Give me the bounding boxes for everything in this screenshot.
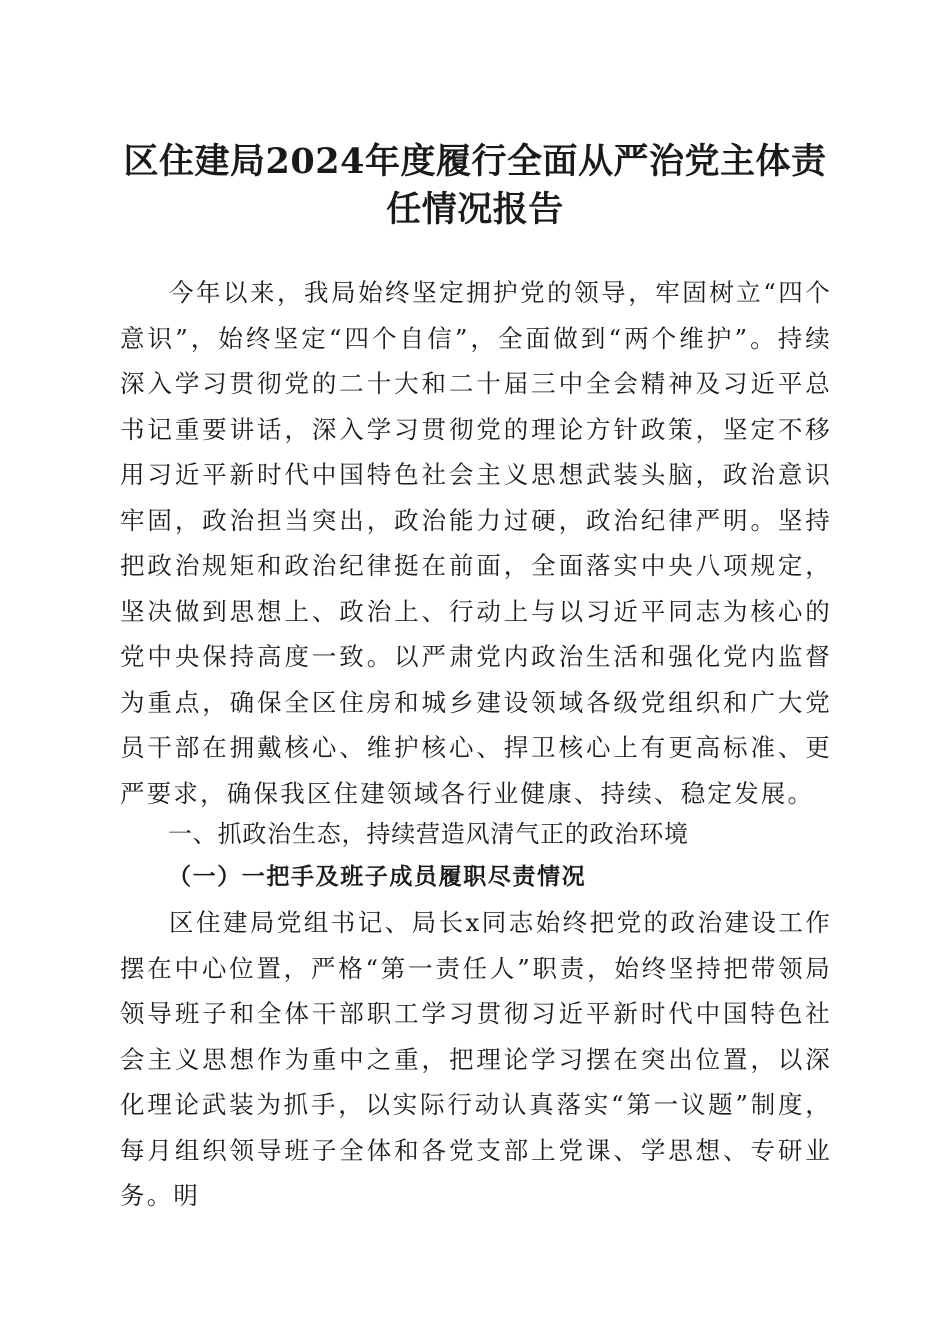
document-title-line-2: 任情况报告 [386,189,564,230]
section-heading-1: 一、抓政治生态，持续营造风清气正的政治环境 [168,820,689,848]
section-paragraph: 区住建局党组书记、局长x同志始终把党的政治建设工作摆在中心位置，严格“第一责任人”职责，始终坚持把带领局领导班子和全体干部职工学习贯彻习近平新时代中国特色社会主义思想作为重中之重，把理论学习摆在突出位置，以深化理论武装为抓手，以实际行动认真落实“第一议题”制度，每月组织领导班子全体和各党支部上党课、学思想、专研业务。明 [120,908,832,1210]
subsection-heading-1: （一）一把手及班子成员履职尽责情况 [168,863,587,890]
intro-paragraph: 今年以来，我局始终坚定拥护党的领导，牢固树立“四个意识”，始终坚定“四个自信”，全面做到“两个维护”。持续深入学习贯彻党的二十大和二十届三中全会精神及习近平总书记重要讲话，深入学习贯彻党的理论方针政策，坚定不移用习近平新时代中国特色社会主义思想武装头脑，政治意识牢固，政治担当突出，政治能力过硬，政治纪律严明。坚持把政治规矩和政治纪律挺在前面，全面落实中央八项规定，坚决做到思想上、政治上、行动上与以习近平同志为核心的党中央保持高度一致。以严肃党内政治生活和强化党内监督为重点，确保全区住房和城乡建设领域各级党组织和广大党员干部在拥戴核心、维护核心、捍卫核心上有更高标准、更严要求，确保我区住建领域各行业健康、持续、稳定发展。 [120,278,832,808]
document-title-line-1: 区住建局2024年度履行全面从严治党主体责 [123,141,827,182]
